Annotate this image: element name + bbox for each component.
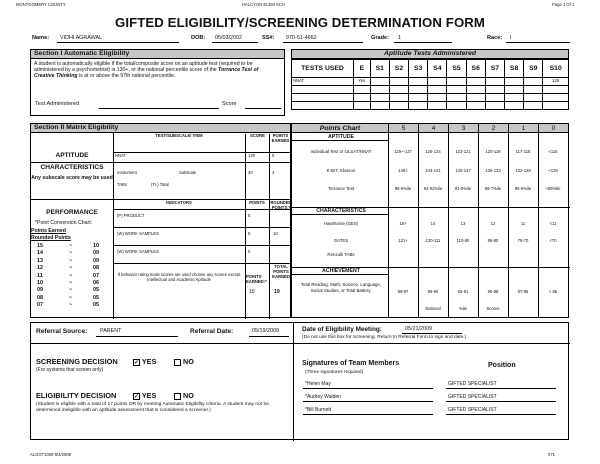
characteristics-label: CHARACTERISTICS [40,164,104,171]
race-label: Race: [487,35,503,41]
conversion-chart [31,243,113,310]
section2-title: Section II Matrix Eligibility [30,123,291,133]
conversion-row [31,302,113,309]
table-row [113,245,291,246]
conversion-earned: 07 [37,302,43,309]
ss-label: SS#: [262,35,275,41]
points-cell: 15+ [399,221,407,226]
points-row-label: K-BIT, Slosson [326,168,356,173]
conversion-rounded: 07 [93,272,99,279]
conversion-earned: 15 [37,243,43,249]
characteristics-score: 40 [248,170,253,175]
conversion-earned: 11 [37,272,43,279]
position-line [446,401,556,402]
points-cell: 89-80 [487,238,499,243]
conversion-sep: ~ [69,287,73,294]
conversion-sep: ~ [69,243,73,249]
indicator-text: (P) PRODUCT [117,213,145,218]
points-col-header: 0 [538,124,568,133]
screening-note: (For systems that screen only) [36,367,104,373]
aptitude-title: Aptitude Tests Administered [291,49,569,59]
points-cell: 144-141 [425,168,441,173]
points-cell: 120-118 [485,149,501,154]
indicator-text: (W) WORK SAMPLES [117,231,159,236]
section-divider [292,140,388,141]
conversion-rounded: 05 [93,294,99,301]
conversion-earned: 13 [37,257,43,264]
conversion-row [31,295,113,302]
table-row [113,227,291,228]
aptitude-label: APTITUDE [55,152,89,159]
conversion-row [31,273,113,280]
position-value: GIFTED SPECIALIST [448,394,497,400]
points-cell: 120-111 [425,238,441,243]
position-value: GIFTED SPECIALIST [448,407,497,413]
screening-no-checkbox[interactable] [174,359,181,366]
points-section-label: CHARACTERISTICS [316,208,366,214]
footer-right: 071 [548,452,555,457]
points-col-header: 4 [418,124,448,133]
points-cell: 136-133 [485,168,501,173]
section1-box [30,58,285,116]
performance-label: PERFORMANCE [46,209,98,216]
page-header-center: HALCYON ELEM SCH [242,2,285,7]
section1-text: A student is automatically eligible if the total/composite score on an aptitude test (required to be administered by a psychometrist) is 130+, or the national percentile score of the Torrance Test of Creative Thinking is at or above the 97th national percentile. [34,61,259,80]
eligibility-no-checkbox[interactable] [174,393,181,400]
points-cell: 86-5%ile [514,186,532,191]
points-cell: 132-129 [515,168,531,173]
eligibility-note: (Student is eligible with a total of 17 points OR by meeting Automatic Eligibility criteria. A student may not be determined ineligible with an aptitude assessment that is considered a screener.) [36,402,269,414]
meeting-note: (Do not use this box for Screening. Return to Referral Form to sign and date.) [302,335,467,340]
conversion-sep: ~ [69,265,73,272]
signature-line [303,388,433,389]
conversion-earned: 14 [37,250,43,257]
eligibility-no-option[interactable]: NO [174,391,194,400]
conversion-row [31,258,113,265]
points-cell: 94-92%ile [423,186,443,191]
grade-label: Grade: [371,35,390,41]
points-col-header: 5 [388,124,418,133]
conversion-sep: ~ [69,257,73,264]
points-cell: 123-121 [455,149,471,154]
points-cell: <11 [549,221,557,226]
screening-decision-label: SCREENING DECISION [36,357,118,366]
referral-date-label: Referral Date: [190,328,234,335]
points-row-label: Renzulli TABs [327,252,355,257]
points-cell: 140-137 [455,168,471,173]
points-cell: 91-0%ile [454,186,472,191]
points-col-header: 1 [508,124,538,133]
indicator-text: (W) WORK SAMPLES [117,249,159,254]
screening-yes-option[interactable]: ✓ YES [134,357,157,366]
race-value: I [510,35,512,41]
meeting-date-label: Date of Eligibility Meeting: [302,326,382,333]
form-title: GIFTED ELIGIBILITY/SCREENING DETERMINATION FORM [114,15,486,30]
points-cell: 90-88 [487,289,499,294]
signature-name: *Helen May [305,381,331,387]
conversion-earned: 08 [37,294,43,301]
points-cell: 89-7%ile [484,186,502,191]
points-cell: 99-97 [397,289,409,294]
screening-yes-checkbox[interactable]: ✓ [134,359,140,366]
dob-label: DOB: [191,35,206,41]
ss-value: 970-51-4662 [286,35,317,41]
dob-value: 05/03/2002 [215,35,242,41]
conversion-rounded: 09 [93,250,99,257]
points-cell: 96-5%ile [394,186,412,191]
points-cell: 12 [490,221,496,226]
meeting-date-value: 05/21/2009 [405,326,432,332]
points-row-label: GATES [333,238,349,243]
signatures-sub: (Three signatures required) [305,370,364,375]
position-label: Position [488,362,516,369]
aptitude-test: NNAT [115,153,127,158]
signature-line [303,401,433,402]
aptitude-score: 128 [248,153,255,158]
points-cell: 121+ [398,238,408,243]
points-col-header: 3 [448,124,478,133]
points-cell: 14 [430,221,436,226]
eligibility-yes-option[interactable]: ✓ YES [134,391,157,400]
indicator-points: 5 [248,213,251,218]
eligibility-decision-label: ELIGIBILITY DECISION [36,391,117,400]
points-row-label: Torrance Test [327,186,355,191]
test-administered-label: Test Administered [35,101,80,107]
referral-source-label: Referral Source: [36,328,88,335]
conversion-earned: 09 [37,287,43,294]
signatures-title: Signatures of Team Members [302,360,400,367]
points-cell: <115 [548,149,558,154]
section-divider [292,214,388,215]
conversion-earned: 10 [37,279,43,286]
points-cell: <129 [548,168,558,173]
points-row-label: Hawthorne (GES) [323,221,359,226]
referral-date-value: 05/19/2009 [252,328,279,334]
points-cell-sub: National [425,306,441,311]
points-cell: < 85 [548,289,558,294]
conversion-row [31,280,113,287]
points-section-label: ACHIEVEMENT [322,268,360,274]
conversion-row [31,265,113,272]
conversion-sep: ~ [69,272,73,279]
points-cell: 11 [520,221,526,226]
points-earned-value: 15 [249,289,255,295]
signature-name: *Audrey Walden [305,394,341,400]
points-cell: 145+ [398,168,408,173]
total-points-value: 19 [274,289,280,295]
points-chart-title: Points Chart [292,124,388,133]
points-row-label: Individual Test or OLSAT/NNAT [310,149,372,154]
signature-name: *Bill Burnett [305,407,332,413]
conversion-rounded: 05 [93,302,99,309]
conversion-rounded: 08 [93,265,99,272]
conversion-rounded: 09 [93,257,99,264]
conversion-row [31,250,113,257]
name-value: VIDHI AGRAWAL [60,35,103,41]
indicator-points: 5 [248,249,251,254]
points-cell-sub: %ile [459,306,467,311]
points-cell: <70 [549,238,557,243]
points-col-header: 2 [478,124,508,133]
page-header-right: Page 1 Of 1 [552,2,575,7]
conversion-rounded: 10 [93,243,99,249]
section-divider [292,274,388,275]
points-cell: 126-124 [425,149,441,154]
behavior-note: If behavior rating scale scores are used choose any scores except Intellectual and Academic Aptitude [117,272,241,282]
name-label: Name: [32,35,50,41]
characteristics-points: 4 [272,170,275,175]
referral-source-value: PARENT [100,328,122,334]
position-line [446,414,556,415]
points-cell: 110-90 [456,238,470,243]
points-cell: 87-85 [517,289,529,294]
points-cell-sub: Scores [486,306,500,311]
conversion-rounded: 05 [93,287,99,294]
characteristics-sub: Any subscale score may be used [31,175,113,181]
position-value: GIFTED SPECIALIST [448,381,497,387]
points-cell: 79-70 [517,238,529,243]
aptitude-points: 5 [272,153,275,158]
points-cell: 117-115 [515,149,531,154]
score-label: Score [222,101,237,107]
conversion-row [31,243,113,250]
points-cell: 96-94 [427,289,439,294]
conversion-row [31,287,113,294]
conversion-earned: 12 [37,265,43,272]
eligibility-yes-checkbox[interactable]: ✓ [134,393,140,400]
points-cell: 129+-127 [394,149,412,154]
aptitude-table: TESTS USED E S1 S2 S3 S4 S5 S6 S7 S8 S9 S10 NNAT Yes 128 [291,59,569,110]
grade-value: 1 [398,35,401,41]
indicator-points: 5 [248,231,251,236]
position-line [446,388,556,389]
points-cell: 13 [460,221,466,226]
screening-no-option[interactable]: NO [174,357,194,366]
points-row-label: Total Reading, Math, Science, Language, Social Studies, or Total Battery. [300,282,382,293]
section2-box: TEST/SUBSCALE/ ITEM SCORE POINTS EARNED APTITUDE NNAT 128 5 CHARACTERISTICS Any subscale score may be used Instrument Subscale 40 4 TABs (TL) Total PERFORMANCE *Point Conversion Chart: Points Earned Rounded Points 15 ~ 10 14 ~ 09 13 ~ 09 12 ~ 08 11 ~ 07 10 ~ 06 09 ~ 05 08 ~ 05 07 ~ 05 INDICATORS POINTS ROUNDED POINTS:* (P) PRODUCT 5 (W) WORK SAMPLES 5 10 (W) WORK SAMPLES 5 If behavior rating scale scores are used choose any scores except Intellectual and Academic Aptitude POINTS EARNED:* 15 TOTAL POINTS EARNED 19 [30,132,291,318]
conversion-sep: ~ [69,250,73,257]
conversion-sep: ~ [69,302,73,309]
points-cell: 93-91 [457,289,469,294]
section1-title: Section I Automatic Eligibility [30,49,285,59]
conversion-sep: ~ [69,279,73,286]
footer-left: ALGGT1009 8/4/2008 [30,452,71,457]
points-chart [291,123,569,318]
points-cell: <85%ile [545,186,561,191]
indicator-rounded: 10 [273,231,278,236]
points-section-label: APTITUDE [328,134,354,140]
page-header-left: MONTGOMERY COUNTY [16,2,66,7]
signature-line [303,414,433,415]
aptitude-row: NNAT Yes 128 [292,78,569,86]
conversion-sep: ~ [69,294,73,301]
table-row [113,209,291,210]
conversion-rounded: 06 [93,279,99,286]
